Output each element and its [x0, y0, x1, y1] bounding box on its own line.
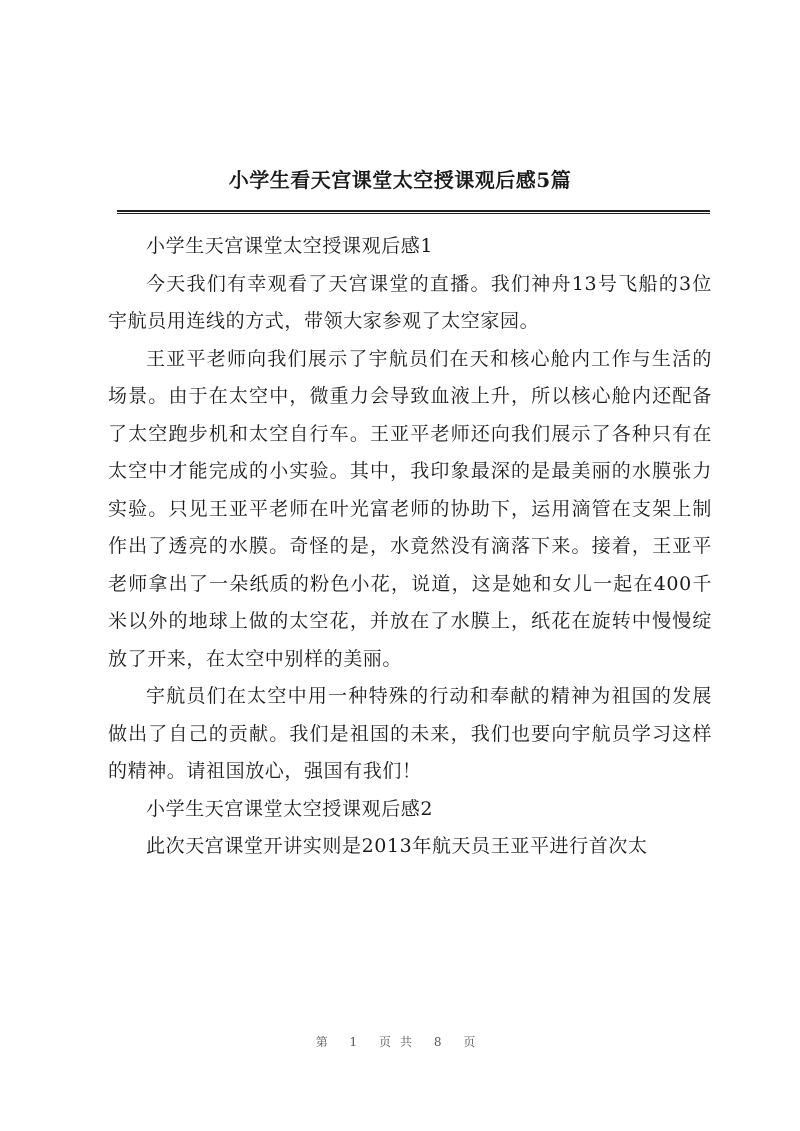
- body-paragraph: 此次天宫课堂开讲实则是2013年航天员王亚平进行首次太: [146, 835, 648, 857]
- page-number-footer: 第 1 页共 8 页: [315, 1035, 485, 1049]
- document-title: 小学生看天宫课堂太空授课观后感5篇: [228, 168, 572, 192]
- document-body: [108, 228, 712, 866]
- section-heading: 小学生天宫课堂太空授课观后感2: [146, 797, 434, 820]
- body-paragraph: 宇航员们在太空中用一种特殊的行动和奉献的精神为祖国的发展做出了自己的贡献。我们是祖国的未来，我们也要向宇航员学习这样的精神。请祖国放心，强国有我们！: [108, 685, 712, 782]
- body-paragraph: 王亚平老师向我们展示了宇航员们在天和核心舱内工作与生活的场景。由于在太空中，微重力会导致血液上升，所以核心舱内还配备了太空跑步机和太空自行车。王亚平老师还向我们展示了各种只有在太空中才能完成的小实验。其中，我印象最深的是最美丽的水膜张力实验。只见王亚平老师在叶光富老师的协助下，运用滴管在支架上制作出了透亮的水膜。奇怪的是，水竟然没有滴落下来。接着，王亚平老师拿出了一朵纸质的粉色小花，说道，这是她和女儿一起在400千米以外的地球上做的太空花，并放在了水膜上，纸花在旋转中慢慢绽放了开来，在太空中别样的美丽。: [108, 347, 712, 670]
- body-paragraph: 今天我们有幸观看了天宫课堂的直播。我们神舟13号飞船的3位宇航员用连线的方式，带领大家参观了太空家园。: [108, 272, 712, 332]
- section-heading: 小学生天宫课堂太空授课观后感1: [146, 235, 434, 257]
- title-divider: [117, 210, 710, 214]
